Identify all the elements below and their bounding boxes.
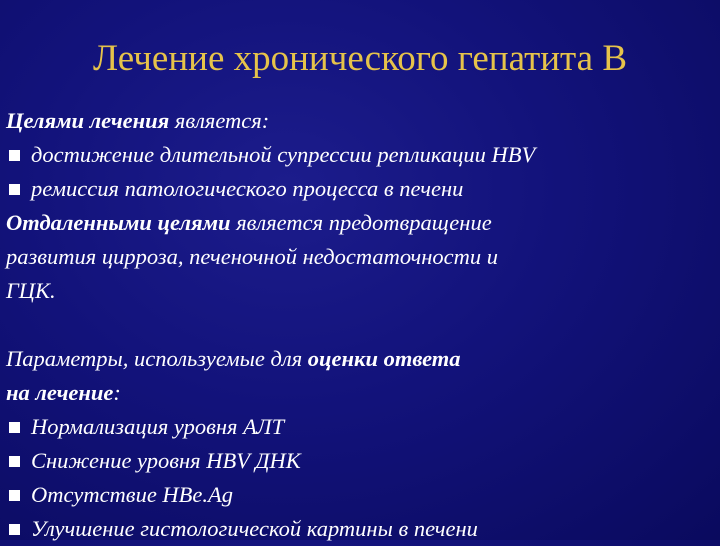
remote-goals-line-2: развития цирроза, печеночной недостаточности и [6, 244, 499, 269]
slide-title: Лечение хронического гепатита В [92, 38, 628, 79]
params-bullet-text: Снижение уровня HBV ДНК [31, 448, 301, 473]
square-bullet-icon [9, 422, 20, 433]
params-bullet-text: Нормализация уровня АЛТ [31, 414, 285, 439]
params-intro-start: Параметры, используемые для [6, 346, 308, 371]
remote-goals-rest: является предотвращение [230, 210, 492, 235]
params-bullet-text: Отсутствие HBe.Ag [31, 482, 234, 507]
remote-goals-bold: Отдаленными целями [6, 210, 231, 235]
params-intro-rest: : [113, 380, 121, 405]
spacer [6, 308, 706, 342]
remote-goals-line-1 [6, 206, 706, 240]
goals-intro-rest: является: [169, 108, 270, 133]
goals-bullet-item [6, 172, 706, 206]
params-bullet-item [6, 444, 706, 478]
square-bullet-icon [9, 456, 20, 467]
params-intro-line-1 [6, 342, 706, 376]
params-intro-bold-2: на лечение [6, 380, 114, 405]
slide-body [6, 104, 706, 546]
square-bullet-icon [9, 490, 20, 501]
params-intro-line-2 [6, 376, 706, 410]
goals-intro [6, 104, 706, 138]
square-bullet-icon [9, 184, 20, 195]
params-bullet-text: Улучшение гистологической картины в печени [31, 516, 478, 541]
square-bullet-icon [9, 150, 20, 161]
goals-bullet-text: ремиссия патологического процесса в печени [31, 176, 464, 201]
square-bullet-icon [9, 524, 20, 535]
params-intro-bold: оценки ответа [307, 346, 461, 371]
goals-bullet-text: достижение длительной супрессии репликации HBV [31, 142, 536, 167]
params-bullet-item [6, 478, 706, 512]
params-bullet-item [6, 410, 706, 444]
params-bullet-item [6, 512, 706, 546]
goals-intro-bold: Целями лечения [6, 108, 170, 133]
goals-bullet-item [6, 138, 706, 172]
remote-goals-line-3: ГЦК. [6, 278, 56, 303]
